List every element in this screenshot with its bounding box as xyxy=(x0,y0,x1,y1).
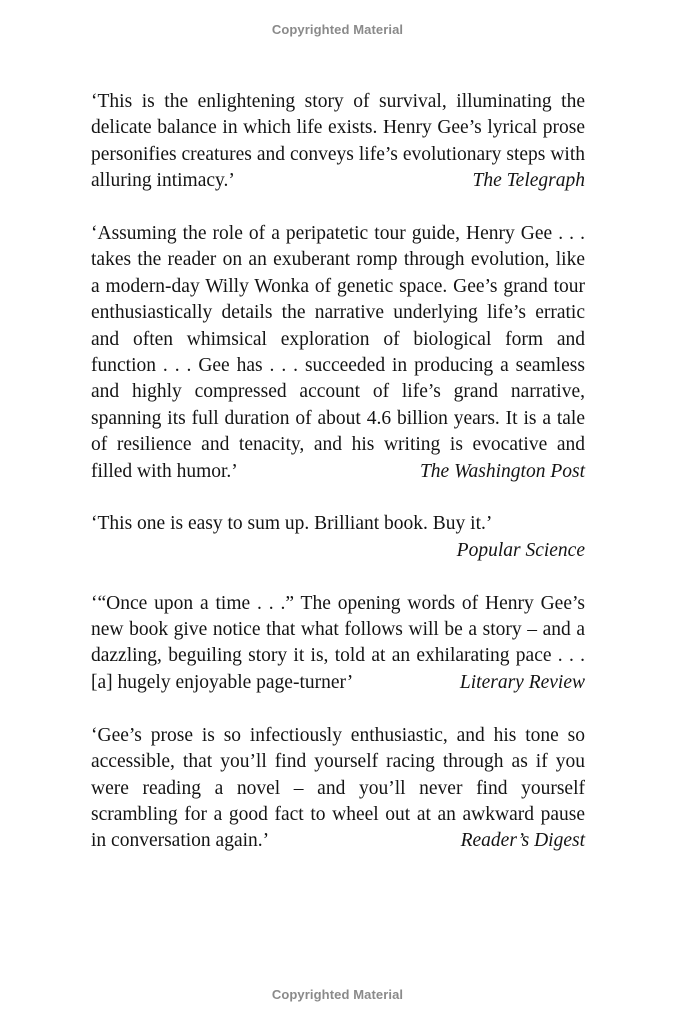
review-quote xyxy=(91,89,585,195)
quote-source: The Telegraph xyxy=(472,170,585,192)
quote-text: ‘This one is easy to sum up. Brilliant book. Buy it.’ xyxy=(91,513,493,535)
quote-source: Reader’s Digest xyxy=(460,830,585,852)
quote-text: ‘Assuming the role of a peripatetic tour guide, Henry Gee . . . takes the reader on an exuberant romp through evolution, like a modern-day Willy Wonka of genetic space. Gee’s grand tour enthusiastically details the narrative underlying life’s erratic and often whimsical exploration of biological form and function . . . Gee has . . . succeeded in producing a seamless and highly compressed account of life’s grand narrative, spanning its full duration of about 4.6 billion years. It is a tale of resilience and tenacity, and his writing is evocative and filled with humor.’ xyxy=(91,223,585,482)
quote-text: ‘“Once upon a time . . .” The opening words of Henry Gee’s new book give notice that what follows will be a story – and a dazzling, beguiling story it is, told at an exhilarating pace . . . [a] hugely enjoyable page-turner’ xyxy=(91,592,585,693)
copyright-header: Copyrighted Material xyxy=(271,22,404,37)
review-quote xyxy=(91,591,585,697)
review-quote xyxy=(91,511,585,564)
quote-text: ‘Gee’s prose is so infectiously enthusiastic, and his tone so accessible, that you’ll find yourself racing through as if you were reading a novel – and you’ll never find yourself scrambling for a good fact to wheel out at an awkward pause in conversation again.’ xyxy=(91,724,585,852)
copyright-footer: Copyrighted Material xyxy=(271,987,404,1002)
quote-text: ‘This is the enlightening story of survival, illuminating the delicate balance in which life exists. Henry Gee’s lyrical prose personifies creatures and conveys life’s evolutionary steps with alluring intimacy.’ xyxy=(91,91,585,192)
quote-source: The Washington Post xyxy=(419,460,585,482)
review-quote xyxy=(91,221,585,485)
quote-source: Popular Science xyxy=(456,539,585,561)
review-quotes xyxy=(91,89,585,881)
review-quote xyxy=(91,723,585,855)
quote-source: Literary Review xyxy=(459,671,585,693)
